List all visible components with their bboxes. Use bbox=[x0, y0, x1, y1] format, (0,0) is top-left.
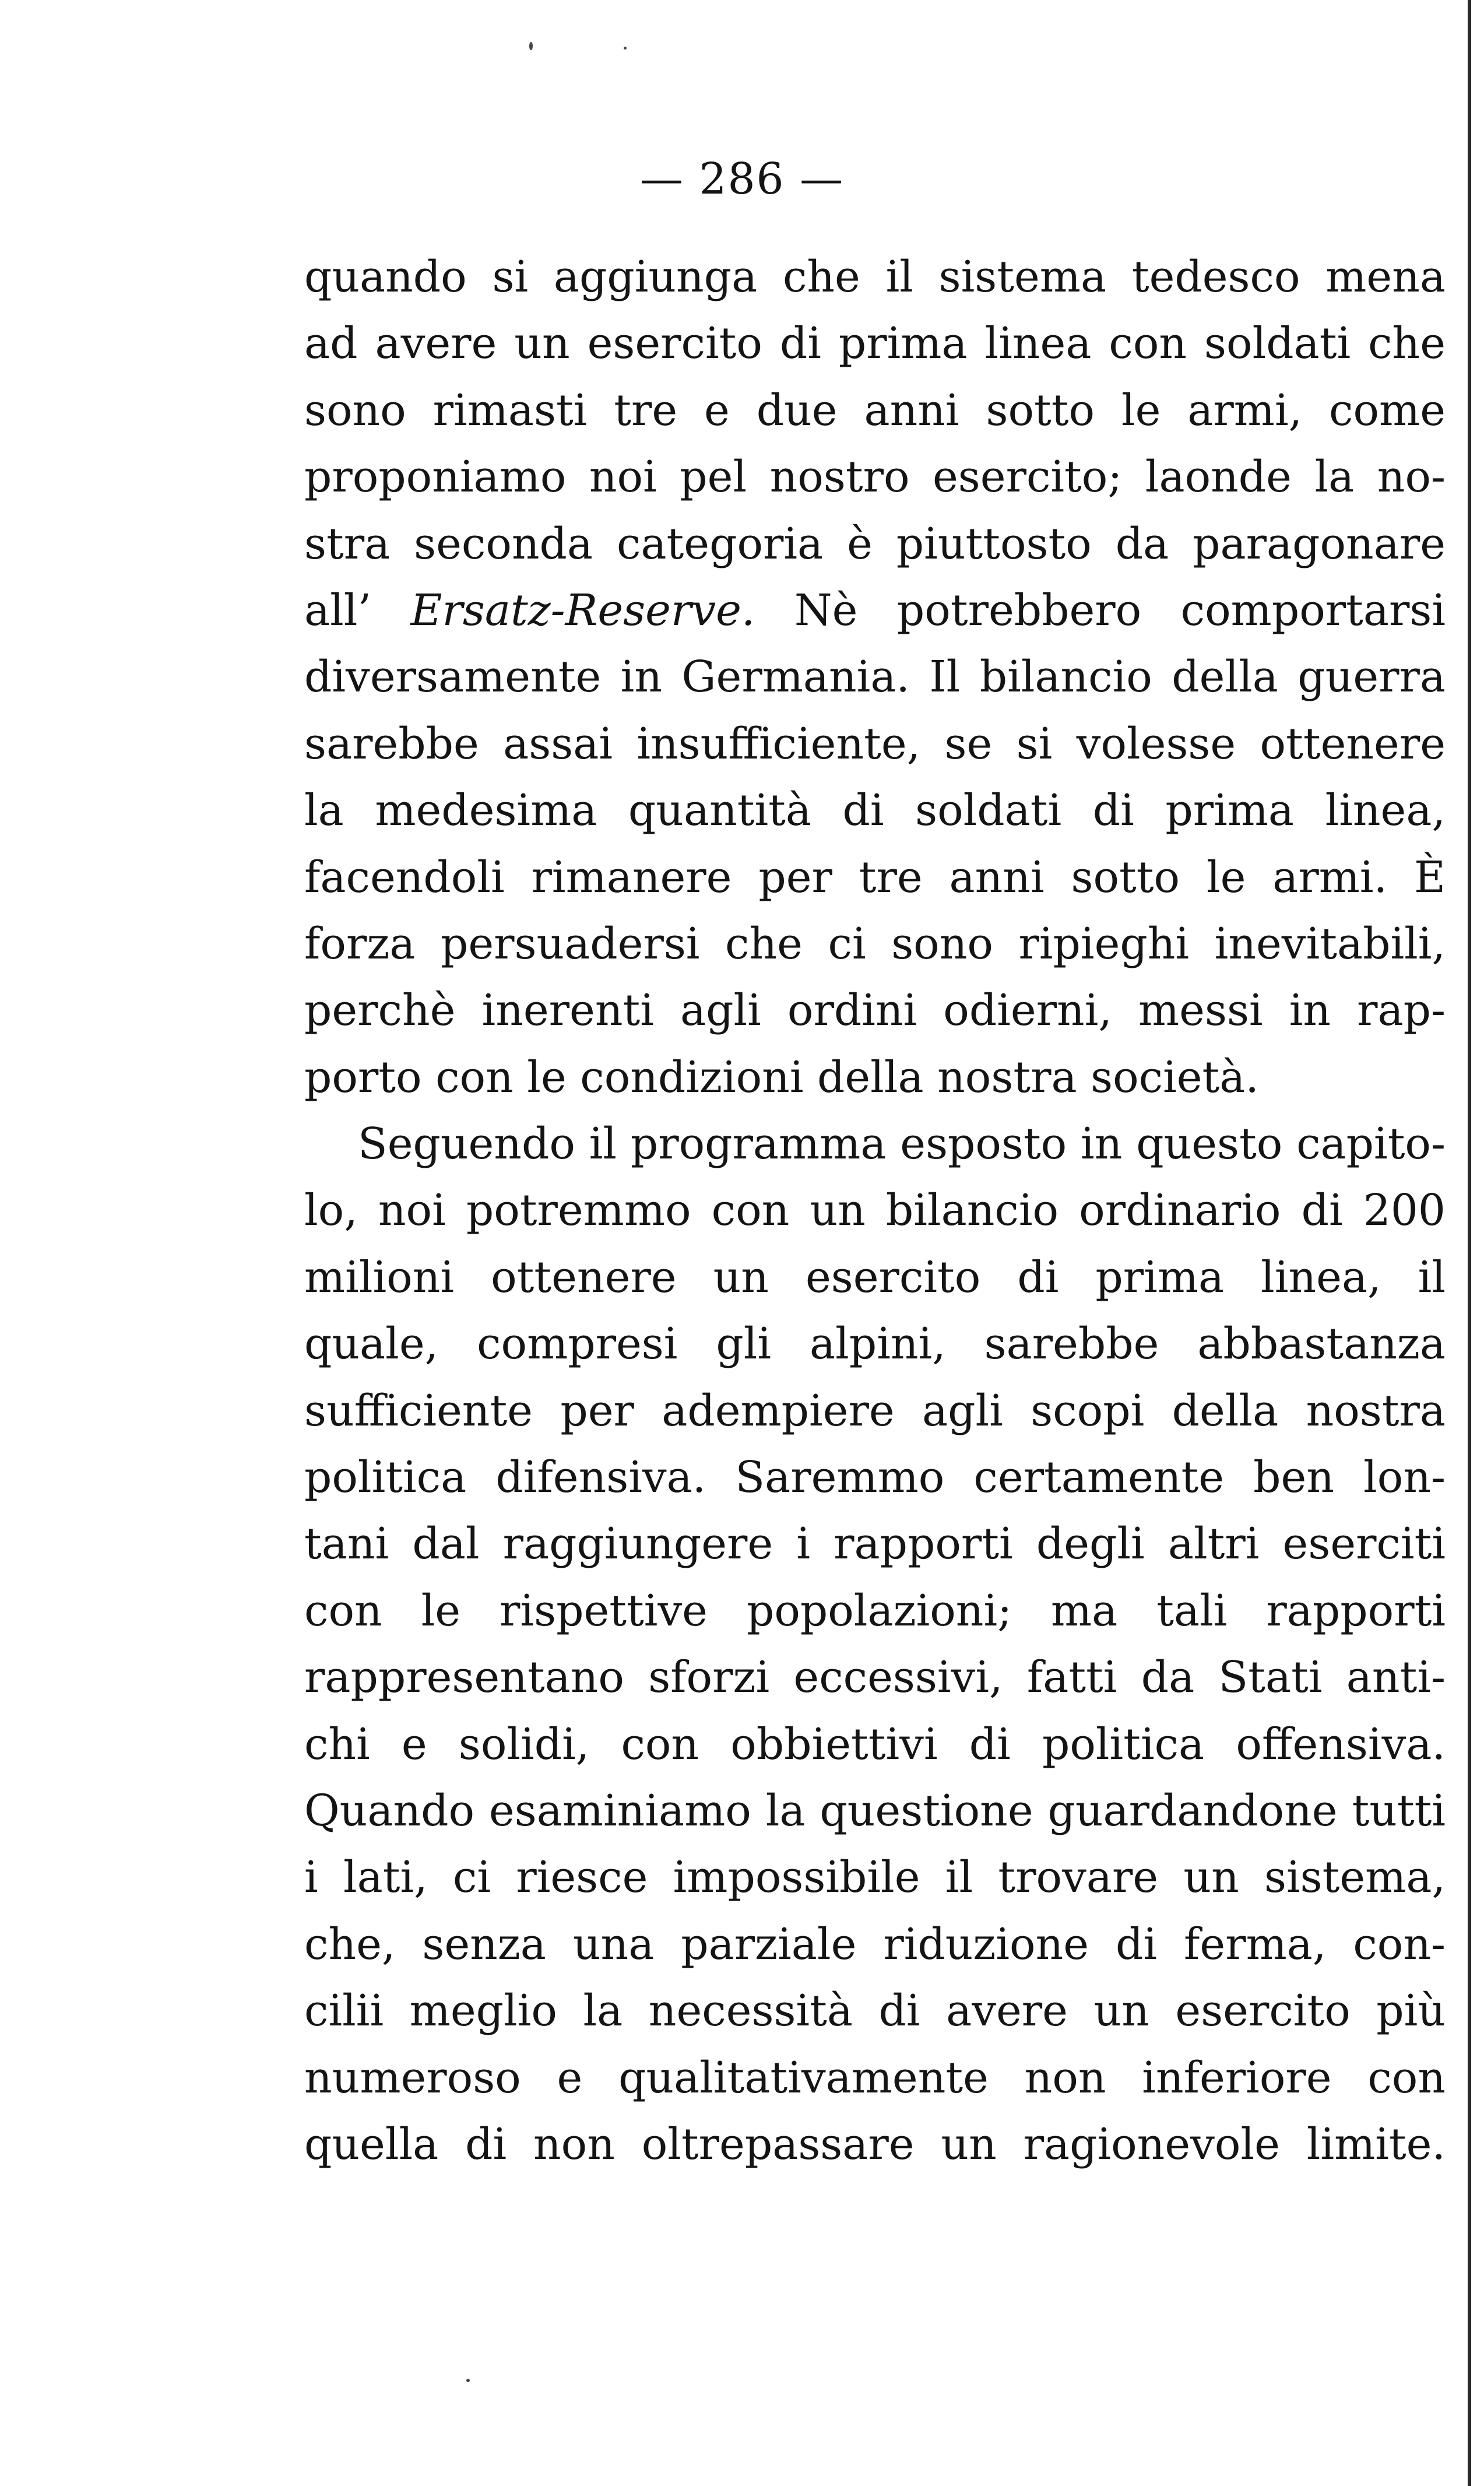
text-line: facendoli rimanere per tre anni sotto le armi. È bbox=[304, 852, 1446, 903]
text-line: sono rimasti tre e due anni sotto le armi, come bbox=[304, 385, 1446, 436]
text-line: sarebbe assai insufficiente, se si volesse ottenere bbox=[304, 718, 1446, 769]
text-line: ad avere un esercito di prima linea con soldati che bbox=[304, 318, 1446, 369]
text-line: milioni ottenere un esercito di prima linea, il bbox=[304, 1252, 1446, 1302]
text-line: tani dal raggiungere i rapporti degli altri eserciti bbox=[304, 1519, 1446, 1569]
text-line: rappresentano sforzi eccessivi, fatti da Stati anti- bbox=[304, 1652, 1446, 1703]
scan-speck bbox=[529, 42, 533, 50]
text-line: perchè inerenti agli ordini odierni, messi in rap- bbox=[304, 985, 1446, 1036]
page-number: — 286 — bbox=[639, 154, 845, 204]
text-line: forza persuadersi che ci sono ripieghi inevitabili, bbox=[304, 918, 1446, 969]
text-line: proponiamo noi pel nostro esercito; laonde la no- bbox=[304, 452, 1446, 503]
text-line: politica difensiva. Saremmo certamente ben lon- bbox=[304, 1452, 1446, 1503]
text-line: Quando esaminiamo la questione guardandone tutti bbox=[304, 1785, 1446, 1836]
italic-term: Ersatz-Reserve. bbox=[410, 585, 755, 635]
text-fragment: all’ bbox=[304, 585, 371, 635]
text-line: i lati, ci riesce impossibile il trovare un sistema, bbox=[304, 1852, 1446, 1903]
page-edge-shadow bbox=[1468, 0, 1471, 2486]
text-line bbox=[304, 577, 1446, 644]
text-line: che, senza una parziale riduzione di ferma, con- bbox=[304, 1919, 1446, 1969]
body-text bbox=[304, 244, 1446, 2178]
text-line: quella di non oltrepassare un ragionevole limite. bbox=[304, 2119, 1446, 2169]
scan-speck bbox=[466, 2379, 470, 2382]
text-line: Seguendo il programma esposto in questo capito- bbox=[358, 1119, 1446, 1170]
text-line: porto con le condizioni della nostra società. bbox=[304, 1052, 1259, 1102]
text-line: lo, noi potremmo con un bilancio ordinario di 200 bbox=[304, 1185, 1446, 1236]
text-line: numeroso e qualitativamente non inferiore con bbox=[304, 2052, 1446, 2103]
text-fragment: Nè potrebbero comportarsi bbox=[794, 585, 1446, 635]
text-line: quale, compresi gli alpini, sarebbe abbastanza bbox=[304, 1319, 1446, 1370]
scan-speck bbox=[624, 47, 627, 50]
text-line: diversamente in Germania. Il bilancio della guerra bbox=[304, 652, 1446, 703]
text-line: stra seconda categoria è piuttosto da paragonare bbox=[304, 518, 1446, 569]
text-line: sufficiente per adempiere agli scopi della nostra bbox=[304, 1385, 1446, 1436]
text-line: con le rispettive popolazioni; ma tali rapporti bbox=[304, 1585, 1446, 1636]
text-line: cilii meglio la necessità di avere un esercito più bbox=[304, 1986, 1446, 2036]
text-line: quando si aggiunga che il sistema tedesco mena bbox=[304, 252, 1446, 302]
text-line: la medesima quantità di soldati di prima linea, bbox=[304, 785, 1446, 836]
text-line: chi e solidi, con obbiettivi di politica offensiva. bbox=[304, 1719, 1446, 1769]
